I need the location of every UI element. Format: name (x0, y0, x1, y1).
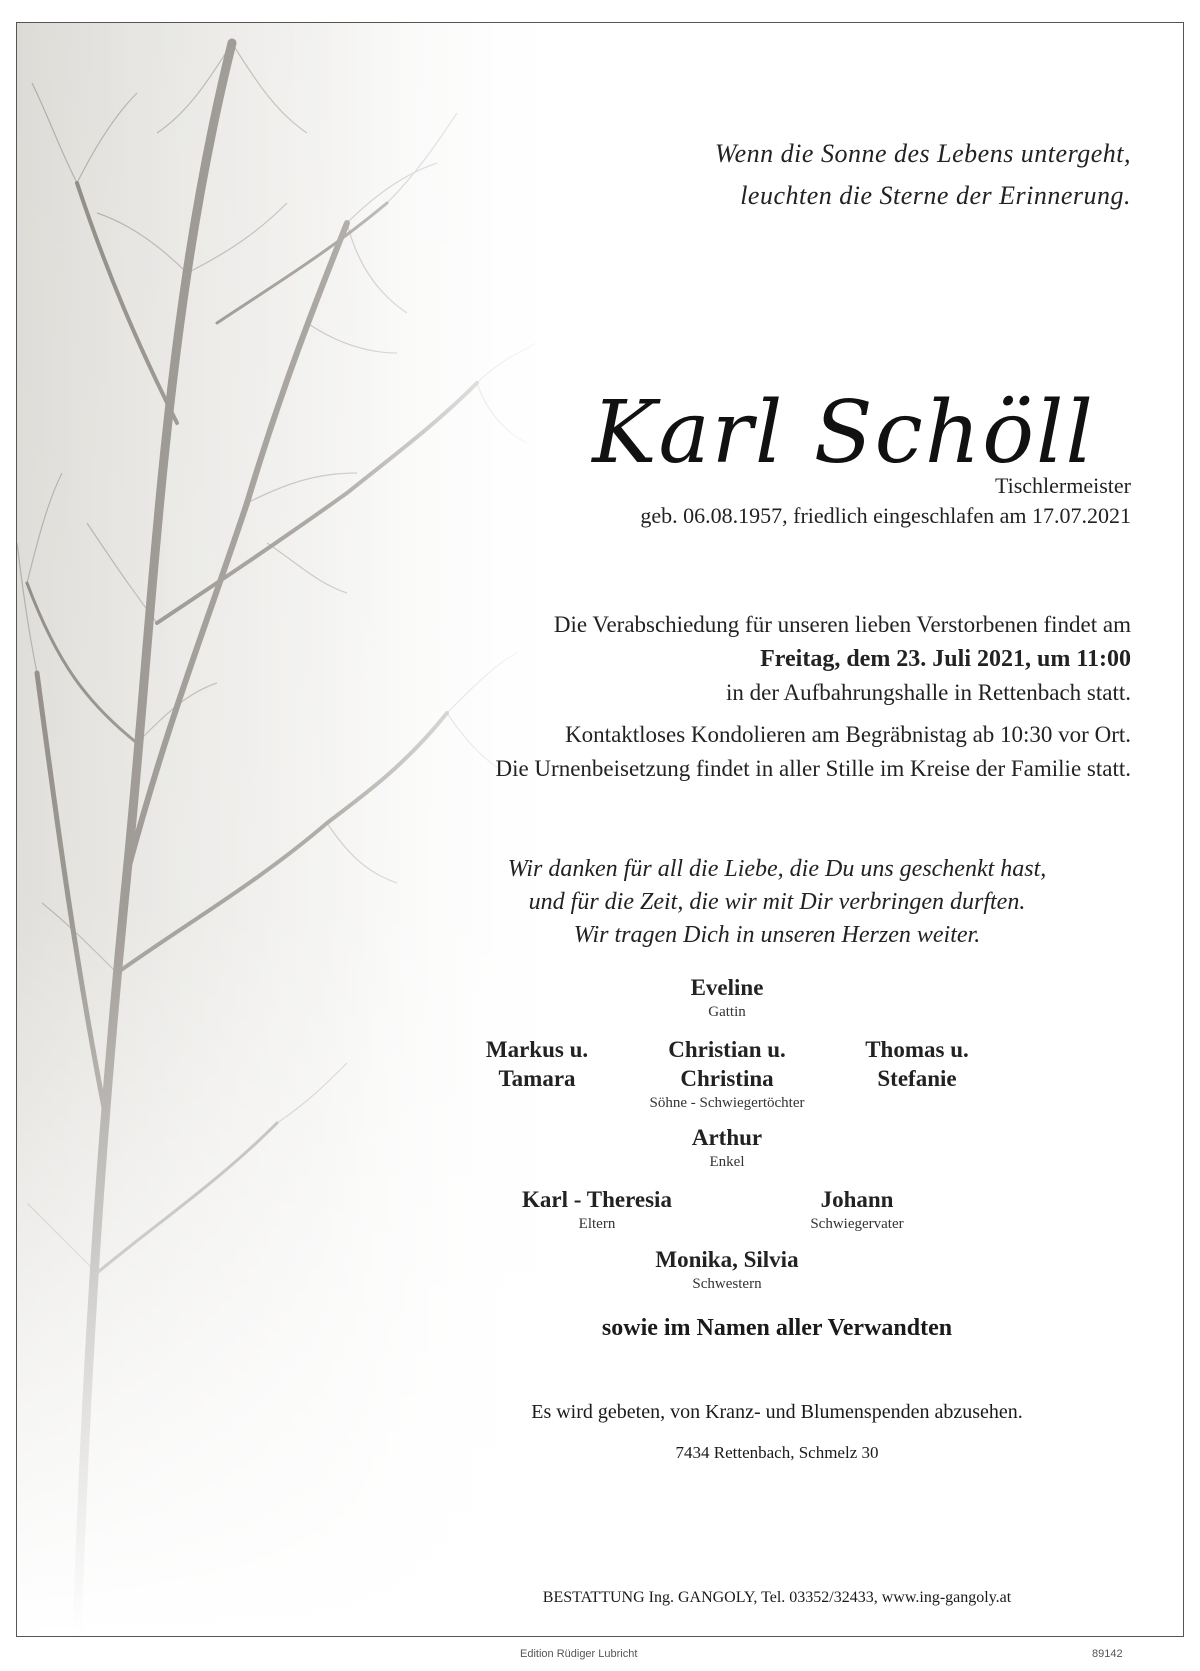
thanks-line-3: Wir tragen Dich in unseren Herzen weiter. (573, 922, 981, 948)
thanks-quote (417, 853, 1137, 952)
family-role: Schwestern (692, 1276, 762, 1292)
family-grandchild (597, 1123, 857, 1172)
relatives-line: sowie im Namen aller Verwandten (601, 1315, 953, 1341)
family-role: Söhne - Schwiegertöchter (649, 1095, 805, 1111)
condolence-line: Kontaktloses Kondolieren am Begräbnistag ab 10:30 vor Ort. (565, 722, 1131, 747)
edition-credit: Edition Rüdiger Lubricht (520, 1648, 638, 1660)
ceremony-date: Freitag, dem 23. Juli 2021, um 11:00 (760, 646, 1131, 672)
print-code: 89142 (1092, 1648, 1123, 1660)
tree-in-fog-image (17, 23, 577, 1637)
ceremony-details (554, 608, 1131, 710)
life-dates: geb. 06.08.1957, friedlich eingeschlafen am 17.07.2021 (640, 503, 1131, 528)
family-name: Johann (820, 1187, 894, 1212)
family-name: Markus u. Tamara (485, 1037, 589, 1091)
burial-line: Die Urnenbeisetzung findet in aller Stille im Kreise der Familie statt. (495, 756, 1131, 781)
motto-line-1: Wenn die Sonne des Lebens untergeht, (714, 139, 1131, 168)
profession: Tischlermeister (994, 473, 1131, 498)
family-wife (597, 973, 857, 1022)
family-role: Enkel (709, 1154, 745, 1170)
family-role: Gattin (708, 1004, 746, 1020)
ceremony-line-1: Die Verabschiedung für unseren lieben Verstorbenen findet am (553, 612, 1131, 637)
undertaker-info: BESTATTUNG Ing. GANGOLY, Tel. 03352/32433, www.ing-gangoly.at (542, 1589, 1012, 1606)
family-son-thomas (817, 1035, 1017, 1093)
condolence-details (495, 718, 1131, 786)
family-parents (467, 1185, 727, 1234)
family-name: Monika, Silvia (655, 1247, 799, 1272)
family-sisters (597, 1245, 857, 1294)
family-name: Eveline (690, 975, 764, 1000)
family-name: Karl - Theresia (522, 1187, 672, 1212)
deceased-name: Karl Schöll (592, 383, 1095, 483)
motto-quote (715, 133, 1131, 217)
family-name: Thomas u. Stefanie (865, 1037, 969, 1091)
family-father-in-law (757, 1185, 957, 1234)
obituary-card (16, 22, 1184, 1637)
family-role: Eltern (578, 1216, 616, 1232)
thanks-line-2: und für die Zeit, die wir mit Dir verbringen durften. (528, 889, 1026, 915)
motto-line-2: leuchten die Sterne der Erinnerung. (740, 181, 1131, 210)
family-role: Schwiegervater (810, 1216, 904, 1232)
thanks-line-1: Wir danken für all die Liebe, die Du uns geschenkt hast, (507, 856, 1047, 882)
ceremony-line-3: in der Aufbahrungshalle in Rettenbach statt. (726, 680, 1131, 705)
address: 7434 Rettenbach, Schmelz 30 (675, 1443, 879, 1462)
family-name: Christian u. Christina (668, 1037, 786, 1091)
family-name: Arthur (691, 1125, 763, 1150)
flower-request: Es wird gebeten, von Kranz- und Blumenspenden abzusehen. (531, 1401, 1023, 1423)
